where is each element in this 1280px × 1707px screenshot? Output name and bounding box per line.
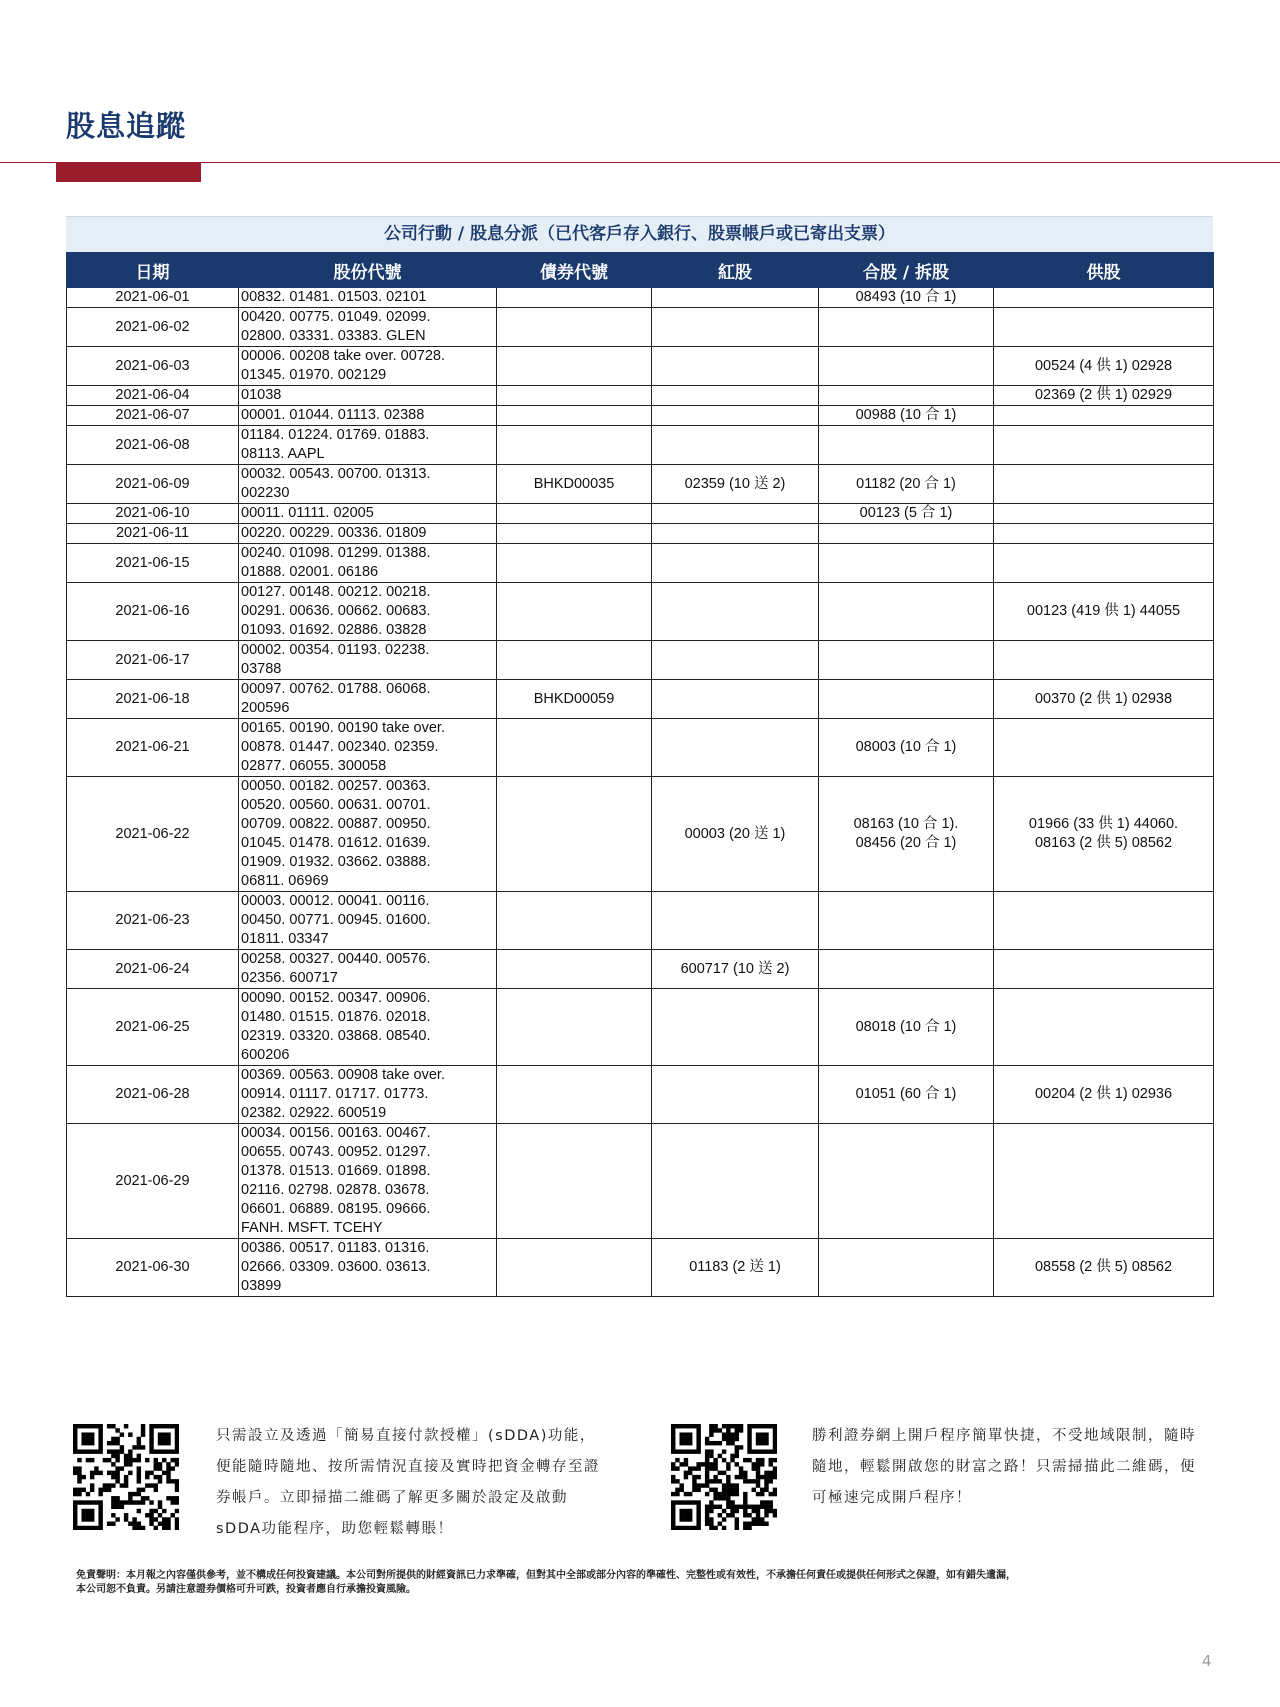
rights-issue-cell: 00204 (2 供 1) 02936 bbox=[994, 1066, 1214, 1124]
bonus-shares-cell bbox=[652, 989, 819, 1066]
consolidation-cell: 08163 (10 合 1). 08456 (20 合 1) bbox=[819, 777, 994, 892]
stock-code-cell bbox=[239, 288, 497, 308]
promo-line: sDDA功能程序，助您輕鬆轉賬！ bbox=[216, 1521, 454, 1537]
stock-code-cell bbox=[239, 347, 497, 386]
rights-issue-cell: 00123 (419 供 1) 44055 bbox=[994, 583, 1214, 641]
table-body bbox=[67, 288, 1214, 1297]
consolidation-cell: 00988 (10 合 1) bbox=[819, 406, 994, 426]
stock-code-cell bbox=[239, 544, 497, 583]
stock-code-line: 03788 bbox=[241, 661, 282, 677]
bond-code-cell: BHKD00059 bbox=[497, 680, 652, 719]
stock-code-cell bbox=[239, 1124, 497, 1239]
stock-code-line: 01480. 01515. 01876. 02018. bbox=[241, 1009, 431, 1025]
stock-code-cell bbox=[239, 680, 497, 719]
stock-code-line: 00034. 00156. 00163. 00467. bbox=[241, 1125, 431, 1141]
date-cell: 2021-06-24 bbox=[67, 950, 239, 989]
table-row bbox=[67, 1066, 1214, 1124]
bond-code-cell bbox=[497, 719, 652, 777]
table-row bbox=[67, 719, 1214, 777]
bond-code-cell bbox=[497, 950, 652, 989]
stock-code-line: 01811. 03347 bbox=[241, 931, 329, 947]
date-cell: 2021-06-22 bbox=[67, 777, 239, 892]
qr-code-icon bbox=[671, 1424, 777, 1530]
stock-code-line: 02800. 03331. 03383. GLEN bbox=[241, 328, 426, 344]
stock-code-cell bbox=[239, 524, 497, 544]
bond-code-cell bbox=[497, 347, 652, 386]
title-accent-bar bbox=[56, 163, 201, 182]
bonus-shares-cell bbox=[652, 583, 819, 641]
consolidation-cell bbox=[819, 641, 994, 680]
bonus-shares-cell bbox=[652, 680, 819, 719]
bond-code-cell bbox=[497, 583, 652, 641]
bond-code-cell: BHKD00035 bbox=[497, 465, 652, 504]
stock-code-line: 00097. 00762. 01788. 06068. bbox=[241, 681, 431, 697]
account-opening-promo-text bbox=[812, 1421, 1212, 1514]
date-cell: 2021-06-03 bbox=[67, 347, 239, 386]
promo-line: 券帳戶。立即掃描二維碼了解更多關於設定及啟動 bbox=[216, 1490, 568, 1506]
consolidation-cell bbox=[819, 1239, 994, 1297]
consolidation-cell: 00123 (5 合 1) bbox=[819, 504, 994, 524]
stock-code-line: 01093. 01692. 02886. 03828 bbox=[241, 622, 427, 638]
promo-line: 勝利證券網上開戶程序簡單快捷，不受地域限制，隨時 bbox=[812, 1428, 1196, 1444]
bonus-shares-cell bbox=[652, 719, 819, 777]
consolidation-cell bbox=[819, 892, 994, 950]
stock-code-line: 01378. 01513. 01669. 01898. bbox=[241, 1163, 431, 1179]
bonus-shares-cell bbox=[652, 426, 819, 465]
rights-issue-cell: 02369 (2 供 1) 02929 bbox=[994, 386, 1214, 406]
stock-code-cell bbox=[239, 583, 497, 641]
rights-issue-cell bbox=[994, 406, 1214, 426]
date-cell: 2021-06-30 bbox=[67, 1239, 239, 1297]
date-cell: 2021-06-01 bbox=[67, 288, 239, 308]
bonus-shares-cell bbox=[652, 406, 819, 426]
rights-issue-cell bbox=[994, 719, 1214, 777]
stock-code-line: 00291. 00636. 00662. 00683. bbox=[241, 603, 431, 619]
stock-code-cell bbox=[239, 777, 497, 892]
stock-code-cell bbox=[239, 1239, 497, 1297]
consolidation-cell bbox=[819, 524, 994, 544]
date-cell: 2021-06-28 bbox=[67, 1066, 239, 1124]
disclaimer-line: 本公司恕不負責。另請注意證券價格可升可跌，投資者應自行承擔投資風險。 bbox=[76, 1584, 416, 1595]
bonus-shares-cell bbox=[652, 347, 819, 386]
bonus-shares-cell bbox=[652, 308, 819, 347]
bond-code-cell bbox=[497, 989, 652, 1066]
stock-code-line: 00127. 00148. 00212. 00218. bbox=[241, 584, 431, 600]
bonus-shares-cell bbox=[652, 1124, 819, 1239]
table-row bbox=[67, 641, 1214, 680]
promo-line: 只需設立及透過「簡易直接付款授權」(sDDA)功能， bbox=[216, 1428, 596, 1444]
bond-code-cell bbox=[497, 544, 652, 583]
dividend-table-section bbox=[66, 216, 1213, 1297]
table-row bbox=[67, 583, 1214, 641]
stock-code-line: 06601. 06889. 08195. 09666. bbox=[241, 1201, 431, 1217]
rights-issue-cell bbox=[994, 288, 1214, 308]
stock-code-line: 02877. 06055. 300058 bbox=[241, 758, 387, 774]
stock-code-line: 00220. 00229. 00336. 01809 bbox=[241, 525, 427, 541]
consolidation-cell bbox=[819, 308, 994, 347]
date-cell: 2021-06-17 bbox=[67, 641, 239, 680]
header-consolidation-split: 合股 / 拆股 bbox=[819, 253, 994, 288]
date-cell: 2021-06-29 bbox=[67, 1124, 239, 1239]
stock-code-line: 02382. 02922. 600519 bbox=[241, 1105, 387, 1121]
consolidation-cell: 08493 (10 合 1) bbox=[819, 288, 994, 308]
stock-code-cell bbox=[239, 504, 497, 524]
stock-code-line: 00240. 01098. 01299. 01388. bbox=[241, 545, 431, 561]
stock-code-line: 600206 bbox=[241, 1047, 290, 1063]
stock-code-line: 200596 bbox=[241, 700, 290, 716]
consolidation-cell: 08018 (10 合 1) bbox=[819, 989, 994, 1066]
bond-code-cell bbox=[497, 386, 652, 406]
stock-code-line: 02666. 03309. 03600. 03613. bbox=[241, 1259, 431, 1275]
stock-code-line: 00420. 00775. 01049. 02099. bbox=[241, 309, 431, 325]
stock-code-line: 01345. 01970. 002129 bbox=[241, 367, 387, 383]
date-cell: 2021-06-08 bbox=[67, 426, 239, 465]
consolidation-cell bbox=[819, 950, 994, 989]
stock-code-line: 00006. 00208 take over. 00728. bbox=[241, 348, 445, 364]
date-cell: 2021-06-10 bbox=[67, 504, 239, 524]
date-cell: 2021-06-09 bbox=[67, 465, 239, 504]
date-cell: 2021-06-07 bbox=[67, 406, 239, 426]
rights-issue-cell bbox=[994, 641, 1214, 680]
bond-code-cell bbox=[497, 892, 652, 950]
stock-code-line: 02116. 02798. 02878. 03678. bbox=[241, 1182, 430, 1198]
date-cell: 2021-06-16 bbox=[67, 583, 239, 641]
stock-code-cell bbox=[239, 386, 497, 406]
stock-code-line: 00003. 00012. 00041. 00116. bbox=[241, 893, 430, 909]
qr-code-icon bbox=[73, 1424, 179, 1530]
stock-code-line: 00032. 00543. 00700. 01313. bbox=[241, 466, 431, 482]
bonus-shares-cell bbox=[652, 386, 819, 406]
rights-issue-cell: 08558 (2 供 5) 08562 bbox=[994, 1239, 1214, 1297]
bond-code-cell bbox=[497, 524, 652, 544]
rights-issue-cell bbox=[994, 892, 1214, 950]
bond-code-cell bbox=[497, 1066, 652, 1124]
promo-line: 便能隨時隨地、按所需情況直接及實時把資金轉存至證 bbox=[216, 1459, 600, 1475]
bond-code-cell bbox=[497, 308, 652, 347]
bond-code-cell bbox=[497, 641, 652, 680]
consolidation-cell: 01182 (20 合 1) bbox=[819, 465, 994, 504]
header-rights-issue: 供股 bbox=[994, 253, 1214, 288]
stock-code-line: 01038 bbox=[241, 387, 282, 403]
stock-code-cell bbox=[239, 950, 497, 989]
rights-issue-cell: 00524 (4 供 1) 02928 bbox=[994, 347, 1214, 386]
rights-issue-cell bbox=[994, 524, 1214, 544]
stock-code-line: 00709. 00822. 00887. 00950. bbox=[241, 816, 431, 832]
table-row bbox=[67, 524, 1214, 544]
table-row bbox=[67, 950, 1214, 989]
stock-code-cell bbox=[239, 308, 497, 347]
rights-issue-cell bbox=[994, 989, 1214, 1066]
disclaimer bbox=[76, 1569, 1216, 1597]
table-row bbox=[67, 680, 1214, 719]
stock-code-line: 00011. 01111. 02005 bbox=[241, 505, 374, 521]
stock-code-cell bbox=[239, 641, 497, 680]
stock-code-line: 00878. 01447. 002340. 02359. bbox=[241, 739, 439, 755]
rights-issue-cell bbox=[994, 1124, 1214, 1239]
stock-code-line: 00090. 00152. 00347. 00906. bbox=[241, 990, 431, 1006]
bonus-shares-cell bbox=[652, 544, 819, 583]
consolidation-cell bbox=[819, 1124, 994, 1239]
table-caption: 公司行動 / 股息分派（已代客戶存入銀行、股票帳戶或已寄出支票） bbox=[66, 216, 1213, 252]
promo-line: 隨地，輕鬆開啟您的財富之路！只需掃描此二維碼，便 bbox=[812, 1459, 1196, 1475]
consolidation-cell bbox=[819, 347, 994, 386]
stock-code-cell bbox=[239, 426, 497, 465]
rights-issue-cell bbox=[994, 426, 1214, 465]
date-cell: 2021-06-25 bbox=[67, 989, 239, 1066]
stock-code-line: 01888. 02001. 06186 bbox=[241, 564, 379, 580]
table-row bbox=[67, 426, 1214, 465]
stock-code-line: 00050. 00182. 00257. 00363. bbox=[241, 778, 431, 794]
bonus-shares-cell bbox=[652, 504, 819, 524]
stock-code-line: 00002. 00354. 01193. 02238. bbox=[241, 642, 430, 658]
bonus-shares-cell bbox=[652, 288, 819, 308]
stock-code-line: 01184. 01224. 01769. 01883. bbox=[241, 427, 430, 443]
page-title: 股息追蹤 bbox=[66, 109, 187, 143]
rights-issue-cell bbox=[994, 308, 1214, 347]
stock-code-line: 00450. 00771. 00945. 01600. bbox=[241, 912, 431, 928]
consolidation-cell: 08003 (10 合 1) bbox=[819, 719, 994, 777]
rights-issue-cell bbox=[994, 465, 1214, 504]
consolidation-cell bbox=[819, 386, 994, 406]
stock-code-line: 00258. 00327. 00440. 00576. bbox=[241, 951, 431, 967]
bonus-shares-cell bbox=[652, 641, 819, 680]
header-bonus-shares: 紅股 bbox=[652, 253, 819, 288]
consolidation-cell bbox=[819, 680, 994, 719]
table-row bbox=[67, 288, 1214, 308]
bonus-shares-cell bbox=[652, 892, 819, 950]
table-row bbox=[67, 308, 1214, 347]
bonus-shares-cell bbox=[652, 524, 819, 544]
stock-code-line: 00369. 00563. 00908 take over. bbox=[241, 1067, 445, 1083]
date-cell: 2021-06-18 bbox=[67, 680, 239, 719]
page-number: 4 bbox=[1202, 1652, 1212, 1670]
stock-code-line: 00655. 00743. 00952. 01297. bbox=[241, 1144, 431, 1160]
stock-code-cell bbox=[239, 465, 497, 504]
table-row bbox=[67, 465, 1214, 504]
rights-issue-cell bbox=[994, 504, 1214, 524]
stock-code-line: 02319. 03320. 03868. 08540. bbox=[241, 1028, 431, 1044]
disclaimer-line: 免責聲明：本月報之內容僅供參考，並不構成任何投資建議。本公司對所提供的財經資訊已力求準確，但對其中全部或部分內容的準確性、完整性或有效性，不承擔任何責任或提供任何形式之保證，如有錯失遺漏， bbox=[76, 1570, 1016, 1581]
stock-code-line: 002230 bbox=[241, 485, 290, 501]
stock-code-cell bbox=[239, 719, 497, 777]
bond-code-cell bbox=[497, 504, 652, 524]
stock-code-cell bbox=[239, 989, 497, 1066]
stock-code-line: 00001. 01044. 01113. 02388 bbox=[241, 407, 425, 423]
rights-issue-cell bbox=[994, 544, 1214, 583]
stock-code-line: FANH. MSFT. TCEHY bbox=[241, 1220, 383, 1236]
rights-issue-cell bbox=[994, 950, 1214, 989]
date-cell: 2021-06-23 bbox=[67, 892, 239, 950]
header-bond-code: 債券代號 bbox=[497, 253, 652, 288]
date-cell: 2021-06-11 bbox=[67, 524, 239, 544]
bond-code-cell bbox=[497, 1239, 652, 1297]
stock-code-cell bbox=[239, 406, 497, 426]
table-row bbox=[67, 989, 1214, 1066]
table-row bbox=[67, 1124, 1214, 1239]
bond-code-cell bbox=[497, 1124, 652, 1239]
stock-code-line: 00520. 00560. 00631. 00701. bbox=[241, 797, 431, 813]
bonus-shares-cell bbox=[652, 1066, 819, 1124]
consolidation-cell bbox=[819, 426, 994, 465]
header-stock-code: 股份代號 bbox=[239, 253, 497, 288]
stock-code-line: 01909. 01932. 03662. 03888. bbox=[241, 854, 431, 870]
rights-issue-cell: 00370 (2 供 1) 02938 bbox=[994, 680, 1214, 719]
bond-code-cell bbox=[497, 426, 652, 465]
consolidation-cell bbox=[819, 544, 994, 583]
table-header-row bbox=[67, 253, 1214, 288]
stock-code-cell bbox=[239, 892, 497, 950]
bonus-shares-cell: 01183 (2 送 1) bbox=[652, 1239, 819, 1297]
bonus-shares-cell: 600717 (10 送 2) bbox=[652, 950, 819, 989]
stock-code-line: 06811. 06969 bbox=[241, 873, 329, 889]
bond-code-cell bbox=[497, 777, 652, 892]
table-row bbox=[67, 386, 1214, 406]
table-row bbox=[67, 777, 1214, 892]
consolidation-cell: 01051 (60 合 1) bbox=[819, 1066, 994, 1124]
consolidation-cell bbox=[819, 583, 994, 641]
date-cell: 2021-06-15 bbox=[67, 544, 239, 583]
table-row bbox=[67, 892, 1214, 950]
date-cell: 2021-06-21 bbox=[67, 719, 239, 777]
bond-code-cell bbox=[497, 288, 652, 308]
table-row bbox=[67, 504, 1214, 524]
bond-code-cell bbox=[497, 406, 652, 426]
date-cell: 2021-06-04 bbox=[67, 386, 239, 406]
stock-code-cell bbox=[239, 1066, 497, 1124]
rights-issue-cell: 01966 (33 供 1) 44060. 08163 (2 供 5) 08562 bbox=[994, 777, 1214, 892]
bonus-shares-cell: 02359 (10 送 2) bbox=[652, 465, 819, 504]
stock-code-line: 02356. 600717 bbox=[241, 970, 338, 986]
header-date: 日期 bbox=[67, 253, 239, 288]
stock-code-line: 08113. AAPL bbox=[241, 446, 325, 462]
bonus-shares-cell: 00003 (20 送 1) bbox=[652, 777, 819, 892]
table-row bbox=[67, 1239, 1214, 1297]
table-row bbox=[67, 406, 1214, 426]
stock-code-line: 03899 bbox=[241, 1278, 282, 1294]
promo-line: 可極速完成開戶程序！ bbox=[812, 1490, 972, 1506]
stock-code-line: 00832. 01481. 01503. 02101 bbox=[241, 289, 427, 305]
sdda-promo-text bbox=[216, 1421, 616, 1545]
stock-code-line: 01045. 01478. 01612. 01639. bbox=[241, 835, 431, 851]
dividend-table bbox=[66, 252, 1214, 1297]
stock-code-line: 00914. 01117. 01717. 01773. bbox=[241, 1086, 429, 1102]
table-row bbox=[67, 347, 1214, 386]
date-cell: 2021-06-02 bbox=[67, 308, 239, 347]
table-row bbox=[67, 544, 1214, 583]
stock-code-line: 00386. 00517. 01183. 01316. bbox=[241, 1240, 430, 1256]
stock-code-line: 00165. 00190. 00190 take over. bbox=[241, 720, 445, 736]
